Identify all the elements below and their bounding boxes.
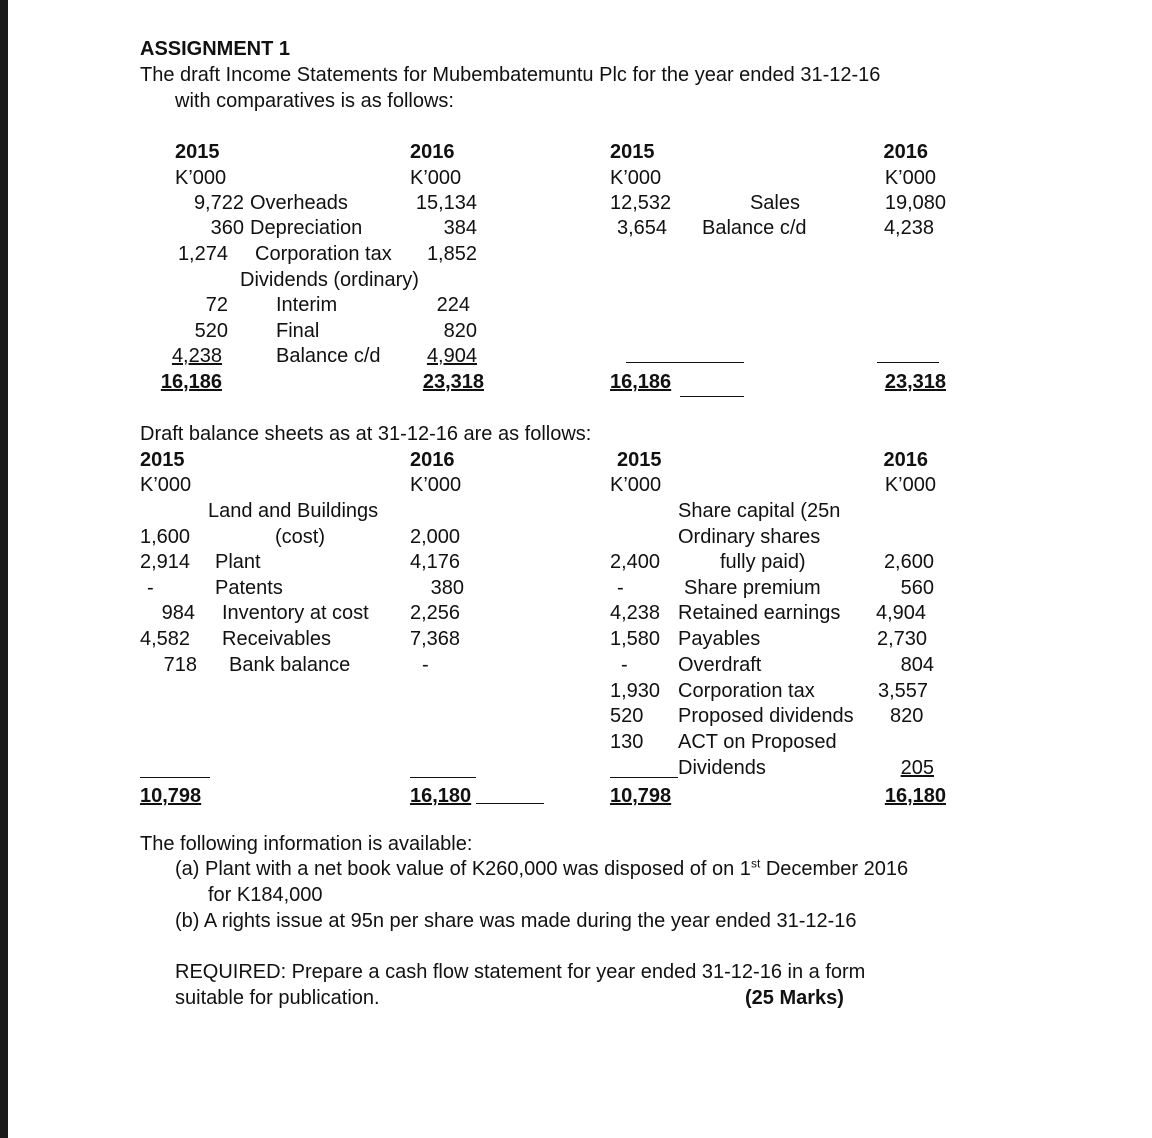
corporation-tax-2015: 1,274: [177, 243, 228, 265]
sales-2016: 19,080: [884, 192, 946, 214]
assets-total-2015: 10,798: [140, 785, 202, 807]
assignment-heading: ASSIGNMENT 1: [140, 38, 291, 60]
act-2016: 205: [900, 757, 934, 779]
payables-2016: 2,730: [877, 628, 928, 650]
overheads-2015: 9,722: [193, 192, 244, 214]
retained-earnings-2015: 4,238: [610, 602, 661, 624]
balance-cd-right-label: Balance c/d: [702, 217, 807, 239]
sales-label: Sales: [749, 192, 800, 214]
proposed-dividends-2016: 820: [890, 705, 924, 727]
plant-label: Plant: [215, 551, 261, 573]
final-label: Final: [276, 320, 320, 342]
liab-total-2016: 16,180: [884, 785, 946, 807]
income-right-total-2015: 16,186: [610, 371, 672, 393]
proposed-dividends-2015: 520: [610, 705, 644, 727]
intro-line-2: with comparatives is as follows:: [175, 90, 454, 112]
income-left-header-2015: 2015: [175, 141, 220, 163]
income-right-unit-2016: K’000: [884, 167, 936, 189]
proposed-dividends-label: Proposed dividends: [678, 705, 854, 727]
patents-2016: 380: [430, 577, 464, 599]
interim-2016: 224: [436, 294, 470, 316]
balance-cd-left-label: Balance c/d: [276, 345, 381, 367]
share-capital-label-2: Ordinary shares: [678, 526, 821, 548]
depreciation-label: Depreciation: [250, 217, 363, 239]
liab-rule-2015: [610, 777, 678, 778]
intro-line-1: The draft Income Statements for Mubembatemuntu Plc for the year ended 31-12-16: [140, 64, 881, 86]
balance-cd-left-2016: 4,904: [426, 345, 477, 367]
land-2015: 1,600: [140, 526, 191, 548]
income-left-unit-2016: K’000: [410, 167, 462, 189]
balance-cd-right-2015: 3,654: [617, 217, 668, 239]
inventory-2015: 984: [161, 602, 195, 624]
receivables-2016: 7,368: [410, 628, 461, 650]
assets-rule-2016: [410, 777, 476, 778]
overheads-2016: 15,134: [415, 192, 477, 214]
page-edge: [0, 0, 8, 1138]
retained-earnings-label: Retained earnings: [678, 602, 841, 624]
share-premium-2016: 560: [900, 577, 934, 599]
corporation-tax-2016: 1,852: [426, 243, 477, 265]
overdraft-label: Overdraft: [678, 654, 762, 676]
bs-right-header-2015: 2015: [617, 449, 662, 471]
final-2015: 520: [194, 320, 228, 342]
marks: (25 Marks): [745, 987, 844, 1009]
income-right-unit-2015: K’000: [610, 167, 662, 189]
info-a-line-2: for K184,000: [208, 884, 323, 906]
share-premium-2015: -: [617, 577, 624, 599]
info-a-post: December 2016: [760, 858, 909, 880]
info-intro: The following information is available:: [140, 833, 473, 855]
retained-earnings-2016: 4,904: [876, 602, 927, 624]
overdraft-2016: 804: [900, 654, 934, 676]
balance-sheet-title: Draft balance sheets as at 31-12-16 are as follows:: [140, 423, 592, 445]
balance-cd-left-2015: 4,238: [171, 345, 222, 367]
act-label-1: ACT on Proposed: [678, 731, 837, 753]
bs-left-header-2015: 2015: [140, 449, 185, 471]
dividends-label: Dividends (ordinary): [240, 269, 419, 291]
act-label-2: Dividends: [678, 757, 766, 779]
income-right-total-extend: [680, 396, 744, 397]
bs-corporation-tax-2016: 3,557: [878, 680, 929, 702]
bank-2016: -: [422, 654, 429, 676]
required-line-1: REQUIRED: Prepare a cash flow statement for year ended 31-12-16 in a form: [175, 961, 866, 983]
bs-right-header-2016: 2016: [883, 449, 928, 471]
required-line-2: suitable for publication.: [175, 987, 380, 1009]
income-right-header-2015: 2015: [610, 141, 655, 163]
income-right-rule-2016: [877, 362, 939, 363]
info-a: [175, 857, 908, 881]
overdraft-2015: -: [621, 654, 628, 676]
share-capital-2016: 2,600: [883, 551, 934, 573]
info-a-pre: (a) Plant with a net book value of K260,000 was disposed of on 1: [175, 858, 751, 880]
assets-rule-2015: [140, 777, 210, 778]
inventory-2016: 2,256: [410, 602, 461, 624]
income-left-header-2016: 2016: [410, 141, 455, 163]
assets-total-2016: 16,180: [410, 785, 472, 807]
land-label-1: Land and Buildings: [208, 500, 379, 522]
overheads-label: Overheads: [250, 192, 348, 214]
bank-label: Bank balance: [229, 654, 351, 676]
interim-label: Interim: [276, 294, 338, 316]
balance-cd-right-2016: 4,238: [883, 217, 934, 239]
depreciation-2015: 360: [210, 217, 244, 239]
bs-right-unit-2015: K’000: [610, 474, 662, 496]
plant-2016: 4,176: [410, 551, 461, 573]
share-capital-2015: 2,400: [610, 551, 661, 573]
bs-right-unit-2016: K’000: [884, 474, 936, 496]
patents-label: Patents: [215, 577, 283, 599]
payables-label: Payables: [678, 628, 761, 650]
plant-2015: 2,914: [140, 551, 191, 573]
info-a-sup: st: [750, 856, 761, 871]
bs-left-header-2016: 2016: [410, 449, 455, 471]
income-right-rule-2015: [626, 362, 744, 363]
info-b: (b) A rights issue at 95n per share was made during the year ended 31-12-16: [175, 910, 857, 932]
bank-2015: 718: [163, 654, 197, 676]
bs-corporation-tax-label: Corporation tax: [678, 680, 815, 702]
share-capital-label-3: fully paid): [720, 551, 806, 573]
receivables-label: Receivables: [222, 628, 331, 650]
income-right-total-2016: 23,318: [884, 371, 946, 393]
sales-2015: 12,532: [610, 192, 672, 214]
corporation-tax-label: Corporation tax: [255, 243, 392, 265]
bs-left-unit-2015: K’000: [140, 474, 192, 496]
income-left-unit-2015: K’000: [175, 167, 227, 189]
bs-left-unit-2016: K’000: [410, 474, 462, 496]
bs-corporation-tax-2015: 1,930: [610, 680, 661, 702]
interim-2015: 72: [205, 294, 228, 316]
assets-total-extend: [476, 803, 544, 804]
inventory-label: Inventory at cost: [222, 602, 369, 624]
payables-2015: 1,580: [610, 628, 661, 650]
land-2016: 2,000: [410, 526, 461, 548]
liab-total-2015: 10,798: [610, 785, 672, 807]
final-2016: 820: [443, 320, 477, 342]
receivables-2015: 4,582: [140, 628, 191, 650]
act-2015: 130: [610, 731, 644, 753]
share-premium-label: Share premium: [684, 577, 821, 599]
patents-2015: -: [147, 577, 154, 599]
income-right-header-2016: 2016: [883, 141, 928, 163]
depreciation-2016: 384: [443, 217, 477, 239]
land-label-2: (cost): [275, 526, 325, 548]
share-capital-label-1: Share capital (25n: [678, 500, 841, 522]
income-left-total-2015: 16,186: [160, 371, 222, 393]
income-left-total-2016: 23,318: [422, 371, 484, 393]
